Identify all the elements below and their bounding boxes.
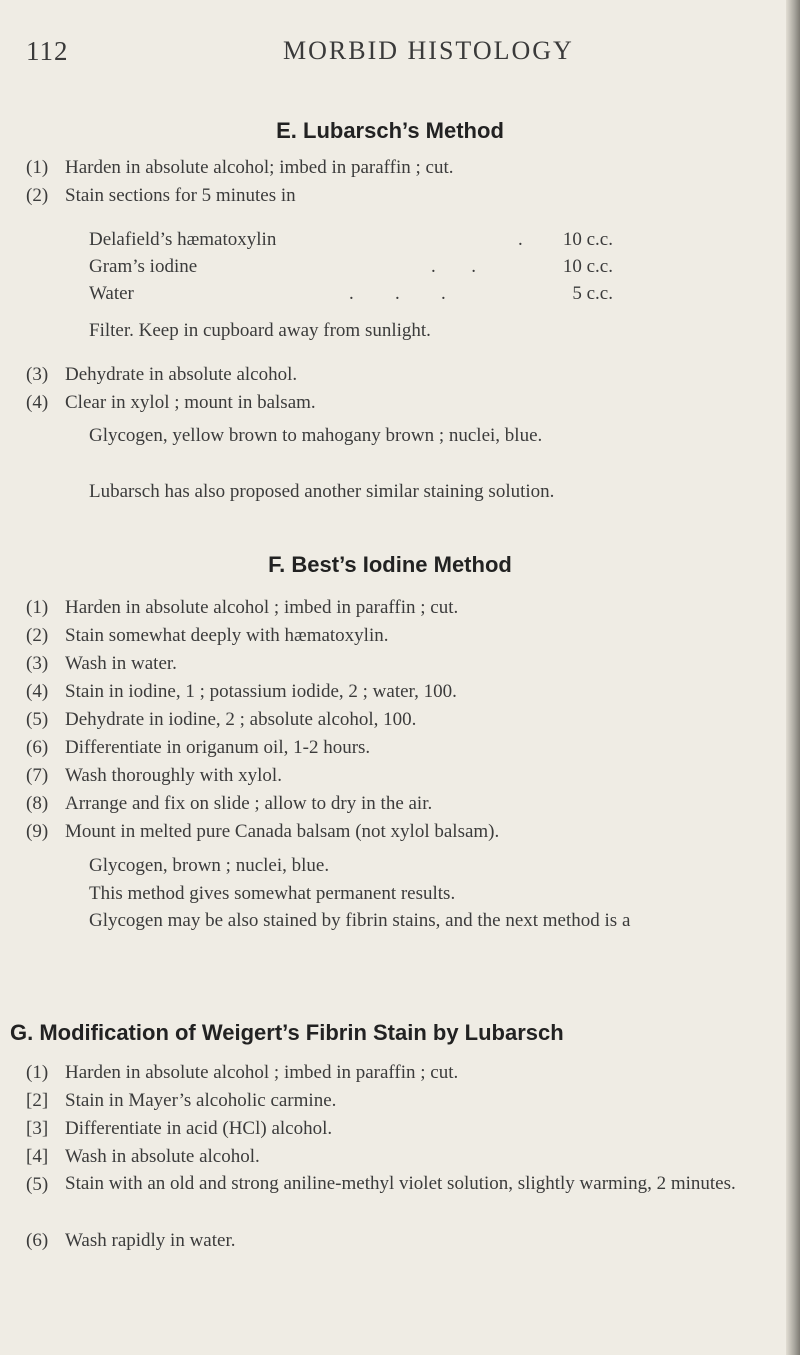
- reagent-name: Gram’s iodine: [89, 256, 198, 277]
- step-text: Wash in absolute alcohol.: [65, 1146, 260, 1167]
- step-number: (8): [26, 793, 49, 814]
- step-number: (1): [26, 597, 49, 618]
- page-number: 112: [26, 36, 69, 66]
- section-g-step: [26, 1174, 786, 1230]
- page-header: [0, 36, 800, 76]
- step-text: Stain sections for 5 minutes in: [65, 185, 296, 206]
- reagent-leader: .: [518, 229, 524, 250]
- step-text: Stain with an old and strong aniline-methyl violet solution, slightly warming, 2 minutes.: [65, 1173, 736, 1194]
- section-f-note: Glycogen may be also stained by fibrin stains, and the next method is a: [89, 910, 631, 931]
- step-number: (7): [26, 765, 49, 786]
- running-title: MORBID HISTOLOGY: [283, 36, 574, 65]
- reagent-quantity: 10 c.c.: [562, 229, 613, 250]
- reagent-leader: . . .: [349, 283, 447, 304]
- step-number: (1): [26, 1062, 49, 1083]
- step-number: (3): [26, 653, 49, 674]
- reagent-quantity: 5 c.c.: [572, 283, 613, 304]
- step-number: [2]: [26, 1090, 49, 1111]
- step-text: Harden in absolute alcohol ; imbed in paraffin ; cut.: [65, 597, 459, 618]
- step-number: [3]: [26, 1118, 49, 1139]
- step-text: Wash in water.: [65, 653, 177, 674]
- section-e-note: Lubarsch has also proposed another similar staining solution.: [89, 481, 555, 502]
- step-text: Stain in Mayer’s alcoholic carmine.: [65, 1090, 337, 1111]
- step-text: Stain in iodine, 1 ; potassium iodide, 2 ; water, 100.: [65, 681, 457, 702]
- reagent-leader: . .: [431, 256, 477, 277]
- reagent-name: Delafield’s hæmatoxylin: [89, 229, 277, 250]
- step-number: (5): [26, 1174, 49, 1195]
- step-number: (1): [26, 157, 49, 178]
- step-number: (2): [26, 625, 49, 646]
- step-number: (4): [26, 681, 49, 702]
- step-number: (6): [26, 1230, 49, 1251]
- reagent-row: [89, 229, 613, 253]
- step-text: Differentiate in origanum oil, 1-2 hours.: [65, 737, 371, 758]
- page-edge-shadow: [786, 0, 800, 1355]
- filter-note: Filter. Keep in cupboard away from sunlight.: [89, 320, 431, 341]
- step-text: Harden in absolute alcohol; imbed in paraffin ; cut.: [65, 157, 454, 178]
- step-text: Wash rapidly in water.: [65, 1230, 236, 1251]
- step-number: (3): [26, 364, 49, 385]
- step-text: Harden in absolute alcohol ; imbed in paraffin ; cut.: [65, 1062, 459, 1083]
- step-text: Wash thoroughly with xylol.: [65, 765, 282, 786]
- step-text: Dehydrate in iodine, 2 ; absolute alcohol, 100.: [65, 709, 417, 730]
- section-g-heading: G. Modification of Weigert’s Fibrin Stain by Lubarsch: [10, 1020, 564, 1045]
- section-f-heading: F. Best’s Iodine Method: [268, 552, 512, 577]
- reagent-quantity: 10 c.c.: [562, 256, 613, 277]
- step-text: Dehydrate in absolute alcohol.: [65, 364, 298, 385]
- step-number: (5): [26, 709, 49, 730]
- step-number: (4): [26, 392, 49, 413]
- step-text: Arrange and fix on slide ; allow to dry in the air.: [65, 793, 433, 814]
- step-text: Differentiate in acid (HCl) alcohol.: [65, 1118, 333, 1139]
- reagent-name: Water: [89, 283, 134, 304]
- step-text: Mount in melted pure Canada balsam (not xylol balsam).: [65, 821, 500, 842]
- step-text: Stain somewhat deeply with hæmatoxylin.: [65, 625, 389, 646]
- section-f-note: This method gives somewhat permanent results.: [89, 883, 456, 904]
- step-number: (6): [26, 737, 49, 758]
- reagent-row: [89, 256, 613, 280]
- step-number: (2): [26, 185, 49, 206]
- step-text: Clear in xylol ; mount in balsam.: [65, 392, 316, 413]
- step-number: [4]: [26, 1146, 49, 1167]
- section-f-note: Glycogen, brown ; nuclei, blue.: [89, 855, 330, 876]
- section-e-heading: E. Lubarsch’s Method: [276, 118, 504, 143]
- section-e-note: Glycogen, yellow brown to mahogany brown ; nuclei, blue.: [89, 425, 543, 446]
- reagent-row: [89, 283, 613, 307]
- step-number: (9): [26, 821, 49, 842]
